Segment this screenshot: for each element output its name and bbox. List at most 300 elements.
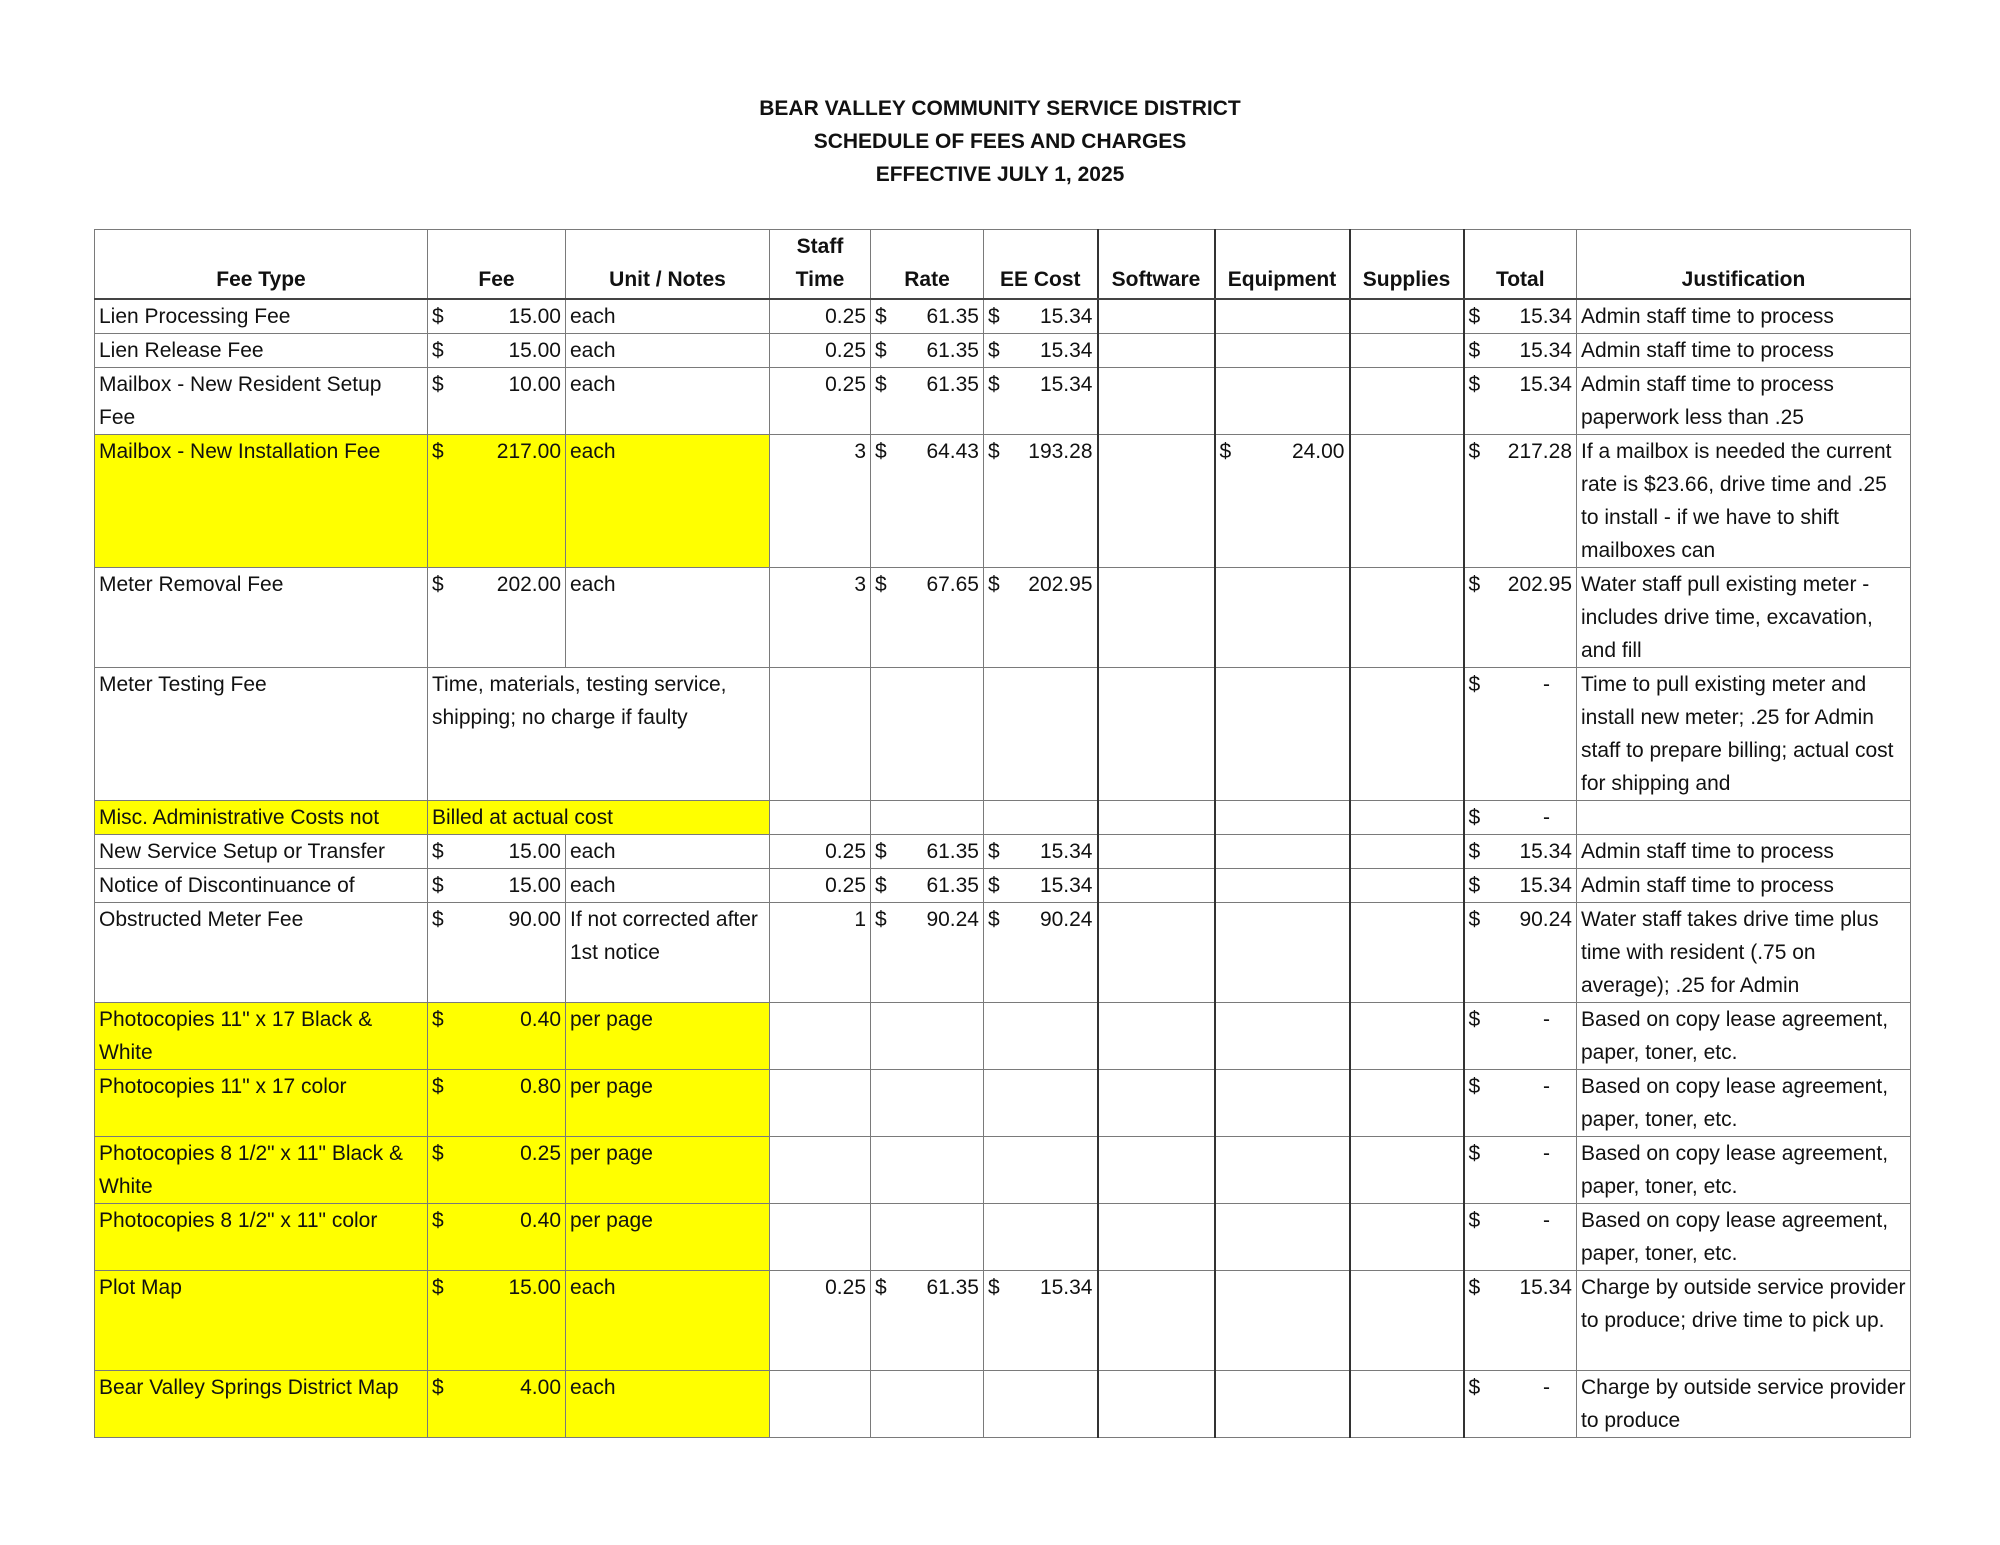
supplies-cell <box>1350 368 1464 435</box>
supplies-cell <box>1350 568 1464 668</box>
amount: 217.00 <box>496 440 561 463</box>
effective-date: EFFECTIVE JULY 1, 2025 <box>875 163 1125 186</box>
unit-cell: each <box>566 1271 770 1371</box>
supplies-cell <box>1350 903 1464 1003</box>
fee-note-cell: Time, materials, testing service, shipping; no charge if faulty <box>428 668 770 801</box>
staff-time-cell: 0.25 <box>770 334 871 368</box>
fee-type-cell: Lien Processing Fee <box>95 299 428 334</box>
amount: 90.24 <box>926 908 979 931</box>
supplies-cell <box>1350 668 1464 801</box>
amount: 217.28 <box>1507 440 1572 463</box>
currency-symbol: $ <box>875 840 887 863</box>
staff-label: Staff <box>796 235 844 258</box>
staff-time-cell <box>770 1371 871 1438</box>
schedule-title: SCHEDULE OF FEES AND CHARGES <box>813 130 1187 153</box>
amount: 15.34 <box>1519 840 1572 863</box>
amount: 15.00 <box>508 1276 561 1299</box>
table-row <box>95 668 1911 801</box>
software-cell <box>1098 568 1215 668</box>
justification-cell: Charge by outside service provider to produce; drive time to pick up. <box>1577 1271 1911 1371</box>
table-row <box>95 299 1911 334</box>
amount: 10.00 <box>508 373 561 396</box>
currency-symbol: $ <box>988 908 1000 931</box>
currency-symbol: $ <box>1468 1376 1481 1399</box>
supplies-cell <box>1350 1204 1464 1271</box>
amount: - <box>1543 1008 1550 1031</box>
supplies-cell <box>1350 1271 1464 1371</box>
equipment-cell <box>1215 1371 1350 1438</box>
unit-cell: each <box>566 435 770 568</box>
fee-cell <box>428 1204 566 1271</box>
software-cell <box>1098 903 1215 1003</box>
col-fee-type: Fee Type <box>95 230 428 300</box>
equipment-cell <box>1215 568 1350 668</box>
table-row <box>95 1271 1911 1371</box>
col-rate: Rate <box>871 230 984 300</box>
amount: 0.80 <box>520 1075 561 1098</box>
justification-cell: Water staff pull existing meter - includes drive time, excavation, and fill <box>1577 568 1911 668</box>
fee-note-cell: Billed at actual cost <box>428 801 770 835</box>
equipment-cell <box>1215 435 1350 568</box>
ee-cost-cell <box>984 368 1098 435</box>
supplies-cell <box>1350 435 1464 568</box>
staff-time-cell: 0.25 <box>770 1271 871 1371</box>
amount: 15.34 <box>1519 305 1572 328</box>
rate-cell <box>871 1271 984 1371</box>
currency-symbol: $ <box>1468 373 1481 396</box>
fee-cell <box>428 1371 566 1438</box>
staff-time-cell <box>770 1204 871 1271</box>
rate-cell <box>871 299 984 334</box>
amount: 15.34 <box>1039 339 1093 362</box>
unit-cell: each <box>566 1371 770 1438</box>
fee-type-cell: Plot Map <box>95 1271 428 1371</box>
justification-cell: Charge by outside service provider to produce <box>1577 1371 1911 1438</box>
ee-cost-cell <box>984 869 1098 903</box>
col-equipment: Equipment <box>1215 230 1350 300</box>
amount: - <box>1543 806 1550 829</box>
amount: 15.34 <box>1519 339 1572 362</box>
justification-cell <box>1577 801 1911 835</box>
equipment-cell <box>1215 1003 1350 1070</box>
currency-symbol: $ <box>432 1075 444 1098</box>
ee-cost-cell <box>984 1137 1098 1204</box>
fee-type-cell: Bear Valley Springs District Map <box>95 1371 428 1438</box>
currency-symbol: $ <box>432 908 444 931</box>
staff-time-cell: 0.25 <box>770 869 871 903</box>
amount: 15.34 <box>1039 874 1093 897</box>
staff-time-cell <box>770 801 871 835</box>
table-row <box>95 568 1911 668</box>
supplies-cell <box>1350 1003 1464 1070</box>
rate-cell <box>871 1003 984 1070</box>
rate-cell <box>871 801 984 835</box>
total-cell <box>1464 368 1577 435</box>
fee-type-cell: Photocopies 8 1/2" x 11" color <box>95 1204 428 1271</box>
ee-cost-cell <box>984 903 1098 1003</box>
amount: 15.00 <box>508 305 561 328</box>
staff-time-cell: 0.25 <box>770 299 871 334</box>
software-cell <box>1098 668 1215 801</box>
fee-type-cell: Mailbox - New Resident Setup Fee <box>95 368 428 435</box>
justification-cell: Admin staff time to process paperwork less than .25 <box>1577 368 1911 435</box>
fee-cell <box>428 835 566 869</box>
equipment-cell <box>1215 801 1350 835</box>
justification-cell: If a mailbox is needed the current rate is $23.66, drive time and .25 to install - if we have to shift mailboxes can <box>1577 435 1911 568</box>
total-cell <box>1464 1271 1577 1371</box>
currency-symbol: $ <box>432 840 444 863</box>
software-cell <box>1098 368 1215 435</box>
rate-cell <box>871 1371 984 1438</box>
equipment-cell <box>1215 835 1350 869</box>
document-title-block <box>0 92 2000 191</box>
fee-cell <box>428 299 566 334</box>
unit-cell: each <box>566 835 770 869</box>
fee-type-cell: Meter Removal Fee <box>95 568 428 668</box>
unit-cell: each <box>566 568 770 668</box>
fee-cell <box>428 435 566 568</box>
amount: 90.24 <box>1039 908 1093 931</box>
equipment-cell <box>1215 668 1350 801</box>
total-cell <box>1464 903 1577 1003</box>
amount: 15.34 <box>1519 1276 1572 1299</box>
currency-symbol: $ <box>988 373 1000 396</box>
amount: 15.34 <box>1039 1276 1093 1299</box>
col-unit-notes: Unit / Notes <box>566 230 770 300</box>
currency-symbol: $ <box>988 339 1000 362</box>
fee-type-cell: Mailbox - New Installation Fee <box>95 435 428 568</box>
amount: 67.65 <box>926 573 979 596</box>
currency-symbol: $ <box>875 373 887 396</box>
rate-cell <box>871 435 984 568</box>
currency-symbol: $ <box>875 440 887 463</box>
amount: 24.00 <box>1291 440 1345 463</box>
amount: 15.34 <box>1519 373 1572 396</box>
total-cell <box>1464 668 1577 801</box>
amount: 61.35 <box>926 874 979 897</box>
total-cell <box>1464 869 1577 903</box>
supplies-cell <box>1350 801 1464 835</box>
supplies-cell <box>1350 1070 1464 1137</box>
staff-time-cell: 0.25 <box>770 835 871 869</box>
equipment-cell <box>1215 1137 1350 1204</box>
fee-cell <box>428 869 566 903</box>
software-cell <box>1098 334 1215 368</box>
unit-cell: per page <box>566 1204 770 1271</box>
ee-cost-cell <box>984 568 1098 668</box>
unit-cell: each <box>566 368 770 435</box>
total-cell <box>1464 299 1577 334</box>
software-cell <box>1098 1003 1215 1070</box>
staff-time-cell <box>770 668 871 801</box>
software-cell <box>1098 435 1215 568</box>
currency-symbol: $ <box>875 1276 887 1299</box>
fee-cell <box>428 1137 566 1204</box>
col-fee: Fee <box>428 230 566 300</box>
header-row <box>95 230 1911 300</box>
rate-cell <box>871 903 984 1003</box>
total-cell <box>1464 1137 1577 1204</box>
time-label: Time <box>795 268 845 291</box>
amount: 4.00 <box>520 1376 561 1399</box>
currency-symbol: $ <box>1468 305 1481 328</box>
software-cell <box>1098 801 1215 835</box>
amount: 193.28 <box>1028 440 1093 463</box>
col-software: Software <box>1098 230 1215 300</box>
currency-symbol: $ <box>875 908 887 931</box>
amount: 64.43 <box>926 440 979 463</box>
amount: - <box>1543 1376 1550 1399</box>
currency-symbol: $ <box>1468 908 1481 931</box>
currency-symbol: $ <box>1468 1209 1481 1232</box>
fee-cell <box>428 1003 566 1070</box>
justification-cell: Admin staff time to process <box>1577 334 1911 368</box>
staff-time-cell: 0.25 <box>770 368 871 435</box>
fee-type-cell: Photocopies 11" x 17 color <box>95 1070 428 1137</box>
total-cell <box>1464 435 1577 568</box>
amount: 61.35 <box>926 1276 979 1299</box>
total-cell <box>1464 801 1577 835</box>
total-cell <box>1464 835 1577 869</box>
justification-cell: Time to pull existing meter and install new meter; .25 for Admin staff to prepare billing; actual cost for shipping and <box>1577 668 1911 801</box>
amount: 61.35 <box>926 305 979 328</box>
amount: 0.40 <box>520 1008 561 1031</box>
table-row <box>95 334 1911 368</box>
ee-cost-cell <box>984 1003 1098 1070</box>
software-cell <box>1098 1271 1215 1371</box>
currency-symbol: $ <box>1468 840 1481 863</box>
fee-type-cell: New Service Setup or Transfer <box>95 835 428 869</box>
amount: 15.00 <box>508 840 561 863</box>
total-cell <box>1464 1204 1577 1271</box>
equipment-cell <box>1215 1070 1350 1137</box>
currency-symbol: $ <box>875 874 887 897</box>
ee-cost-cell <box>984 668 1098 801</box>
fee-cell <box>428 334 566 368</box>
currency-symbol: $ <box>432 339 444 362</box>
amount: 61.35 <box>926 840 979 863</box>
rate-cell <box>871 869 984 903</box>
rate-cell <box>871 368 984 435</box>
col-justification: Justification <box>1577 230 1911 300</box>
currency-symbol: $ <box>432 573 444 596</box>
unit-cell: per page <box>566 1137 770 1204</box>
unit-cell: If not corrected after 1st notice <box>566 903 770 1003</box>
currency-symbol: $ <box>432 1209 444 1232</box>
rate-cell <box>871 334 984 368</box>
unit-cell: per page <box>566 1070 770 1137</box>
fee-cell <box>428 368 566 435</box>
col-ee-cost: EE Cost <box>984 230 1098 300</box>
justification-cell: Admin staff time to process <box>1577 835 1911 869</box>
equipment-cell <box>1215 368 1350 435</box>
amount: 90.00 <box>508 908 561 931</box>
amount: 202.95 <box>1028 573 1093 596</box>
currency-symbol: $ <box>875 305 887 328</box>
amount: - <box>1543 1209 1550 1232</box>
unit-cell: per page <box>566 1003 770 1070</box>
amount: 61.35 <box>926 373 979 396</box>
table-row <box>95 835 1911 869</box>
fee-type-cell: Meter Testing Fee <box>95 668 428 801</box>
fee-cell <box>428 1271 566 1371</box>
fee-type-cell: Photocopies 11" x 17 Black & White <box>95 1003 428 1070</box>
currency-symbol: $ <box>988 840 1000 863</box>
amount: 15.00 <box>508 874 561 897</box>
total-cell <box>1464 568 1577 668</box>
table-row <box>95 435 1911 568</box>
equipment-cell <box>1215 1204 1350 1271</box>
software-cell <box>1098 299 1215 334</box>
amount: 15.00 <box>508 339 561 362</box>
justification-cell: Water staff takes drive time plus time with resident (.75 on average); .25 for Admin <box>1577 903 1911 1003</box>
amount: 15.34 <box>1039 305 1093 328</box>
amount: 0.25 <box>520 1142 561 1165</box>
unit-cell: each <box>566 334 770 368</box>
col-total: Total <box>1464 230 1577 300</box>
rate-cell <box>871 568 984 668</box>
fee-type-cell: Notice of Discontinuance of <box>95 869 428 903</box>
ee-cost-cell <box>984 299 1098 334</box>
currency-symbol: $ <box>432 1376 444 1399</box>
ee-cost-cell <box>984 1070 1098 1137</box>
rate-cell <box>871 1137 984 1204</box>
equipment-cell <box>1215 903 1350 1003</box>
unit-cell: each <box>566 299 770 334</box>
amount: 0.40 <box>520 1209 561 1232</box>
equipment-cell <box>1215 869 1350 903</box>
staff-time-cell: 3 <box>770 435 871 568</box>
amount: 90.24 <box>1519 908 1572 931</box>
amount: 15.34 <box>1519 874 1572 897</box>
justification-cell: Based on copy lease agreement, paper, toner, etc. <box>1577 1137 1911 1204</box>
table-row <box>95 903 1911 1003</box>
fee-type-cell: Photocopies 8 1/2" x 11" Black & White <box>95 1137 428 1204</box>
currency-symbol: $ <box>988 440 1000 463</box>
ee-cost-cell <box>984 835 1098 869</box>
total-cell <box>1464 1371 1577 1438</box>
currency-symbol: $ <box>1468 673 1481 696</box>
ee-cost-cell <box>984 435 1098 568</box>
fee-type-cell: Misc. Administrative Costs not <box>95 801 428 835</box>
rate-cell <box>871 668 984 801</box>
staff-time-cell <box>770 1137 871 1204</box>
justification-cell: Admin staff time to process <box>1577 299 1911 334</box>
amount: 61.35 <box>926 339 979 362</box>
fee-schedule-table <box>94 229 1911 1438</box>
staff-time-cell: 3 <box>770 568 871 668</box>
ee-cost-cell <box>984 334 1098 368</box>
currency-symbol: $ <box>1468 440 1481 463</box>
ee-cost-cell <box>984 801 1098 835</box>
fee-type-cell: Lien Release Fee <box>95 334 428 368</box>
staff-time-cell <box>770 1003 871 1070</box>
currency-symbol: $ <box>988 305 1000 328</box>
supplies-cell <box>1350 299 1464 334</box>
software-cell <box>1098 1371 1215 1438</box>
total-cell <box>1464 1003 1577 1070</box>
currency-symbol: $ <box>1468 1142 1481 1165</box>
justification-cell: Based on copy lease agreement, paper, toner, etc. <box>1577 1204 1911 1271</box>
ee-cost-cell <box>984 1371 1098 1438</box>
currency-symbol: $ <box>988 1276 1000 1299</box>
ee-cost-cell <box>984 1204 1098 1271</box>
amount: 202.95 <box>1507 573 1572 596</box>
currency-symbol: $ <box>432 305 444 328</box>
amount: - <box>1543 1142 1550 1165</box>
rate-cell <box>871 835 984 869</box>
currency-symbol: $ <box>432 1142 444 1165</box>
currency-symbol: $ <box>1468 573 1481 596</box>
justification-cell: Based on copy lease agreement, paper, toner, etc. <box>1577 1003 1911 1070</box>
software-cell <box>1098 1070 1215 1137</box>
equipment-cell <box>1215 1271 1350 1371</box>
district-name: BEAR VALLEY COMMUNITY SERVICE DISTRICT <box>759 97 1241 120</box>
currency-symbol: $ <box>432 440 444 463</box>
software-cell <box>1098 869 1215 903</box>
currency-symbol: $ <box>1468 1276 1481 1299</box>
currency-symbol: $ <box>1468 1008 1481 1031</box>
col-staff-time <box>770 230 871 300</box>
fee-cell <box>428 1070 566 1137</box>
amount: - <box>1543 673 1550 696</box>
staff-time-cell: 1 <box>770 903 871 1003</box>
currency-symbol: $ <box>1468 1075 1481 1098</box>
col-supplies: Supplies <box>1350 230 1464 300</box>
table-row <box>95 1137 1911 1204</box>
supplies-cell <box>1350 1371 1464 1438</box>
amount: - <box>1543 1075 1550 1098</box>
currency-symbol: $ <box>432 373 444 396</box>
rate-cell <box>871 1204 984 1271</box>
currency-symbol: $ <box>432 1008 444 1031</box>
table-row <box>95 801 1911 835</box>
amount: 15.34 <box>1039 840 1093 863</box>
total-cell <box>1464 1070 1577 1137</box>
fee-type-cell: Obstructed Meter Fee <box>95 903 428 1003</box>
software-cell <box>1098 1137 1215 1204</box>
table-row <box>95 1003 1911 1070</box>
table-row <box>95 1204 1911 1271</box>
table-row <box>95 1070 1911 1137</box>
equipment-cell <box>1215 334 1350 368</box>
table-row <box>95 1371 1911 1438</box>
supplies-cell <box>1350 334 1464 368</box>
justification-cell: Based on copy lease agreement, paper, toner, etc. <box>1577 1070 1911 1137</box>
software-cell <box>1098 835 1215 869</box>
currency-symbol: $ <box>1468 874 1481 897</box>
equipment-cell <box>1215 299 1350 334</box>
currency-symbol: $ <box>432 1276 444 1299</box>
total-cell <box>1464 334 1577 368</box>
fee-cell <box>428 903 566 1003</box>
currency-symbol: $ <box>875 573 887 596</box>
table-row <box>95 368 1911 435</box>
unit-cell: each <box>566 869 770 903</box>
supplies-cell <box>1350 1137 1464 1204</box>
staff-time-cell <box>770 1070 871 1137</box>
table-row <box>95 869 1911 903</box>
amount: 202.00 <box>496 573 561 596</box>
currency-symbol: $ <box>1468 806 1481 829</box>
currency-symbol: $ <box>875 339 887 362</box>
currency-symbol: $ <box>988 573 1000 596</box>
currency-symbol: $ <box>988 874 1000 897</box>
fee-cell <box>428 568 566 668</box>
currency-symbol: $ <box>1468 339 1481 362</box>
supplies-cell <box>1350 835 1464 869</box>
supplies-cell <box>1350 869 1464 903</box>
